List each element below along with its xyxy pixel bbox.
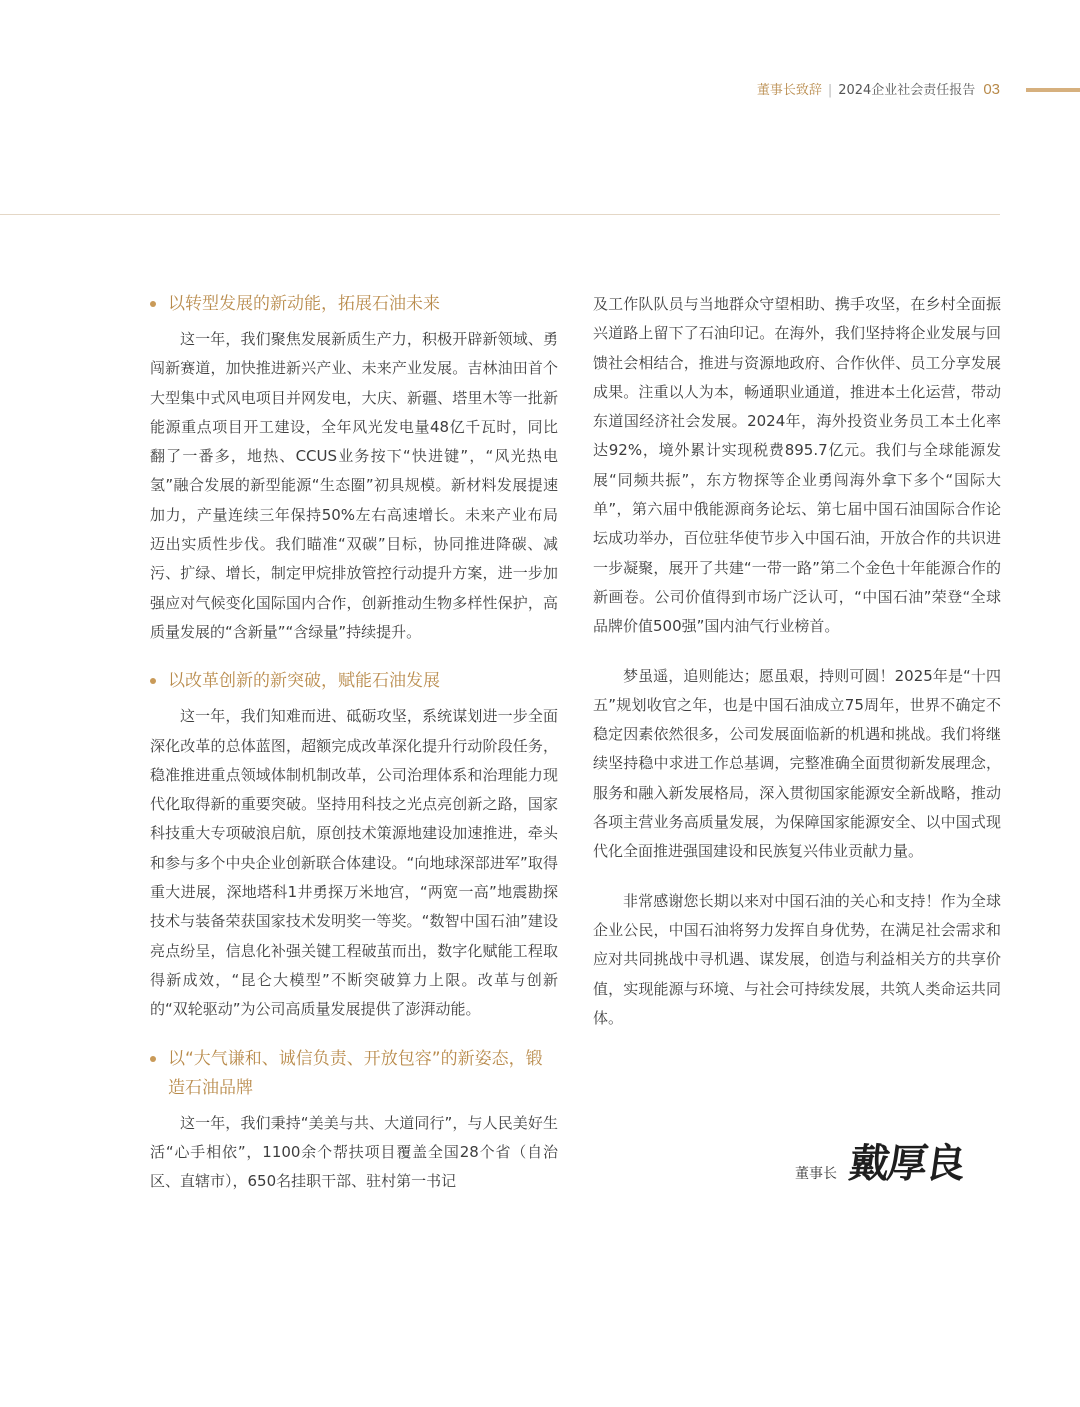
right-column bbox=[593, 290, 1001, 1053]
report-title: 2024企业社会责任报告 bbox=[838, 83, 976, 98]
paragraph-outlook: 梦虽遥，追则能达；愿虽艰，持则可圆！2025年是“十四五”规划收官之年，也是中国石油成立75周年，世界不确定不稳定因素依然很多，公司发展面临新的机遇和挑战。我们将继续坚持稳中求进工作总基调，完整准确全面贯彻新发展理念，服务和融入新发展格局，深入贯彻国家能源安全新战略，推动各项主营业务高质量发展，为保障国家能源安全、以中国式现代化全面推进强国建设和民族复兴伟业贡献力量。 bbox=[593, 666, 1001, 861]
section-title: 董事长致辞 bbox=[756, 83, 822, 98]
running-header bbox=[757, 80, 1000, 101]
bullet-dot-icon bbox=[150, 678, 156, 684]
signature-title: 董事长 bbox=[795, 1166, 837, 1182]
heading-text: 以改革创新的新突破，赋能石油发展 bbox=[168, 671, 440, 692]
paragraph-thanks: 非常感谢您长期以来对中国石油的关心和支持！作为全球企业公民，中国石油将努力发挥自身优势，在满足社会需求和应对共同挑战中寻机遇、谋发展，创造与利益相关方的共享价值，实现能源与环境、与社会可持续发展，共筑人类命运共同体。 bbox=[593, 891, 1001, 1027]
bullet-dot-icon bbox=[150, 1056, 156, 1062]
heading-text: 以转型发展的新动能，拓展石油未来 bbox=[168, 294, 440, 314]
page-header bbox=[0, 80, 1080, 102]
header-separator: | bbox=[827, 83, 833, 98]
signature-block bbox=[795, 1130, 1005, 1210]
header-divider bbox=[0, 214, 1000, 215]
paragraph-reform: 这一年，我们知难而进、砥砺攻坚，系统谋划进一步全面深化改革的总体蓝图，超额完成改革深化提升行动阶段任务，稳准推进重点领域体制机制改革，公司治理体系和治理能力现代化取得新的重要突破。坚持用科技之光点亮创新之路，国家科技重大专项破浪启航，原创技术策源地建设加速推进，牵头和参与多个中央企业创新联合体建设。“向地球深部进军”取得重大进展，深地塔科1井勇探万米地宫，“两宽一高”地震勘探技术与装备荣获国家技术发明奖一等奖。“数智中国石油”建设亮点纷呈，信息化补强关键工程破茧而出，数字化赋能工程取得新成效，“昆仑大模型”不断突破算力上限。改革与创新的“双轮驱动”为公司高质量发展提供了澎湃动能。 bbox=[150, 707, 558, 1019]
paragraph-brand: 这一年，我们秉持“美美与共、大道同行”，与人民美好生活“心手相依”，1100余个帮扶项目覆盖全国28个省（自治区、直辖市），650名挂职干部、驻村第一书记 bbox=[150, 1113, 558, 1191]
paragraph-transformation: 这一年，我们聚焦发展新质生产力，积极开辟新领域、勇闯新赛道，加快推进新兴产业、未来产业发展。吉林油田首个大型集中式风电项目并网发电，大庆、新疆、塔里木等一批新能源重点项目开工建设，全年风光发电量48亿千瓦时，同比翻了一番多，地热、CCUS业务按下“快进键”，“风光热电氢”融合发展的新型能源“生态圈”初具规模。新材料发展提速加力，产量连续三年保持50%左右高速增长。未来产业布局迈出实质性步伐。我们瞄准“双碳”目标，协同推进降碳、减污、扩绿、增长，制定甲烷排放管控行动提升方案，进一步加强应对气候变化国际国内合作，创新推动生物多样性保护，高质量发展的“含新量”“含绿量”持续提升。 bbox=[150, 330, 558, 641]
header-accent-bar bbox=[1026, 88, 1080, 92]
section-heading-reform bbox=[150, 667, 558, 696]
handwritten-signature: 戴厚良 bbox=[846, 1140, 967, 1187]
paragraph-brand-continued: 及工作队队员与当地群众守望相助、携手攻坚，在乡村全面振兴道路上留下了石油印记。在海外，我们坚持将企业发展与回馈社会相结合，推进与资源地政府、合作伙伴、员工分享发展成果。注重以人为本，畅通职业通道，推进本土化运营，带动东道国经济社会发展。2024年，海外投资业务员工本土化率达92%，境外累计实现税费895.7亿元。我们与全球能源发展“同频共振”，东方物探等企业勇闯海外拿下多个“国际大单”，第六届中俄能源商务论坛、第七届中国石油国际合作论坛成功举办，百位驻华使节步入中国石油，开放合作的共识进一步凝聚，展开了共建“一带一路”第二个金色十年能源合作的新画卷。公司价值得到市场广泛认可，“中国石油”荣登“全球品牌价值500强”国内油气行业榜首。 bbox=[593, 295, 1001, 636]
left-column bbox=[150, 290, 558, 1216]
section-heading-brand bbox=[150, 1045, 558, 1103]
section-heading-transformation bbox=[150, 290, 558, 319]
page-number: 03 bbox=[983, 81, 1000, 98]
heading-text: 以“大气谦和、诚信负责、开放包容”的新姿态，锻造石油品牌 bbox=[168, 1048, 543, 1098]
bullet-dot-icon bbox=[150, 301, 156, 307]
